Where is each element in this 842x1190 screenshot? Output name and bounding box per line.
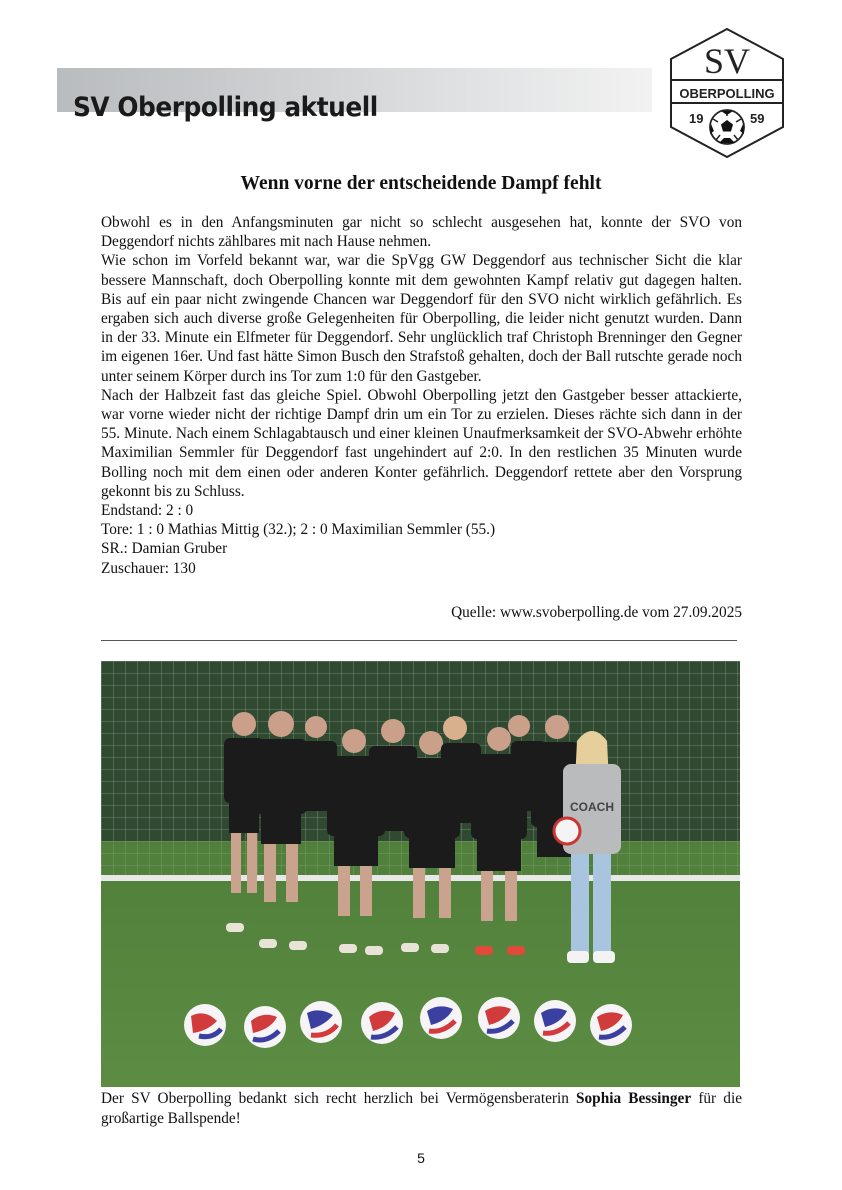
photo-caption [101, 1089, 742, 1128]
coach-hoodie-text: COACH [570, 800, 614, 814]
final-score: Endstand: 2 : 0 [101, 502, 194, 520]
article-title: Wenn vorne der entscheidende Dampf fehlt [240, 173, 602, 194]
logo-year-left: 19 [689, 111, 704, 126]
sponsor-name: Sophia Bessinger [576, 1090, 692, 1107]
section-divider [101, 640, 737, 641]
spectators-line: Zuschauer: 130 [101, 559, 196, 577]
article-paragraph: Nach der Halbzeit fast das gleiche Spiel. Obwohl Oberpolling jetzt den Gastgeber besser attackierte, war vorne wieder nicht der richtige Dampf drin um ein Tor zu erzielen. Dieses rächte sich dann in der 55. Minute. Nach einem Schlagabtausch und einer kleinen Unaufmerksamkeit der SVO-Abwehr erhöhte Maximilian Semmler für Deggendorf fast ungehindert auf 2:0. In den restlichen 35 Minuten wurde Bolling noch mit dem einen oder anderen Konter gefährlich. Deggendorf rettete aber den Vorsprung gekonnt bis zu Schluss. [101, 386, 742, 500]
page-number: 5 [417, 1150, 425, 1166]
referee-line: SR.: Damian Gruber [101, 540, 228, 558]
team-photo [101, 661, 740, 1087]
article-paragraph: Wie schon im Vorfeld bekannt war, war die SpVgg GW Deggendorf aus technischer Sicht die klar bessere Mannschaft, doch Oberpolling konnte mit dem gewohnten Kampf relativ gut dagegen halten. Bis auf ein paar nicht zwingende Chancen war Deggendorf für den SVO nicht wirklich gefährlich. Es ergaben sich auch diverse große Gelegenheiten für Oberpolling, die leider nicht genutzt wurden. Dann in der 33. Minute ein Elfmeter für Deggendorf. Sehr unglücklich traf Christoph Brenninger den Gegner im eigenen 16er. Und fast hätte Simon Busch den Strafstoß gehalten, doch der Ball rutschte gerade noch unter seinem Körper durch ins Tor zum 1:0 für den Gastgeber. [101, 252, 742, 385]
logo-band-text: OBERPOLLING [679, 86, 775, 101]
publication-title: SV Oberpolling aktuell [73, 92, 378, 123]
source-citation: Quelle: www.svoberpolling.de vom 27.09.2025 [451, 604, 742, 621]
goals-line: Tore: 1 : 0 Mathias Mittig (32.); 2 : 0 Maximilian Semmler (55.) [101, 521, 496, 539]
soccer-ball-icon [710, 110, 744, 144]
logo-year-right: 59 [750, 111, 765, 126]
club-logo [668, 27, 786, 159]
logo-sv-text: SV [703, 41, 751, 81]
caption-text: Der SV Oberpolling bedankt sich recht herzlich bei Vermögensberaterin [101, 1090, 577, 1107]
caption-text-end: für die großartige Ballspende! [101, 1090, 742, 1127]
article-paragraph: Obwohl es in den Anfangsminuten gar nicht so schlecht ausgesehen hat, konnte der SVO von Deggendorf nichts zählbares mit nach Hause nehmen. [101, 214, 742, 251]
article-body [101, 213, 742, 578]
